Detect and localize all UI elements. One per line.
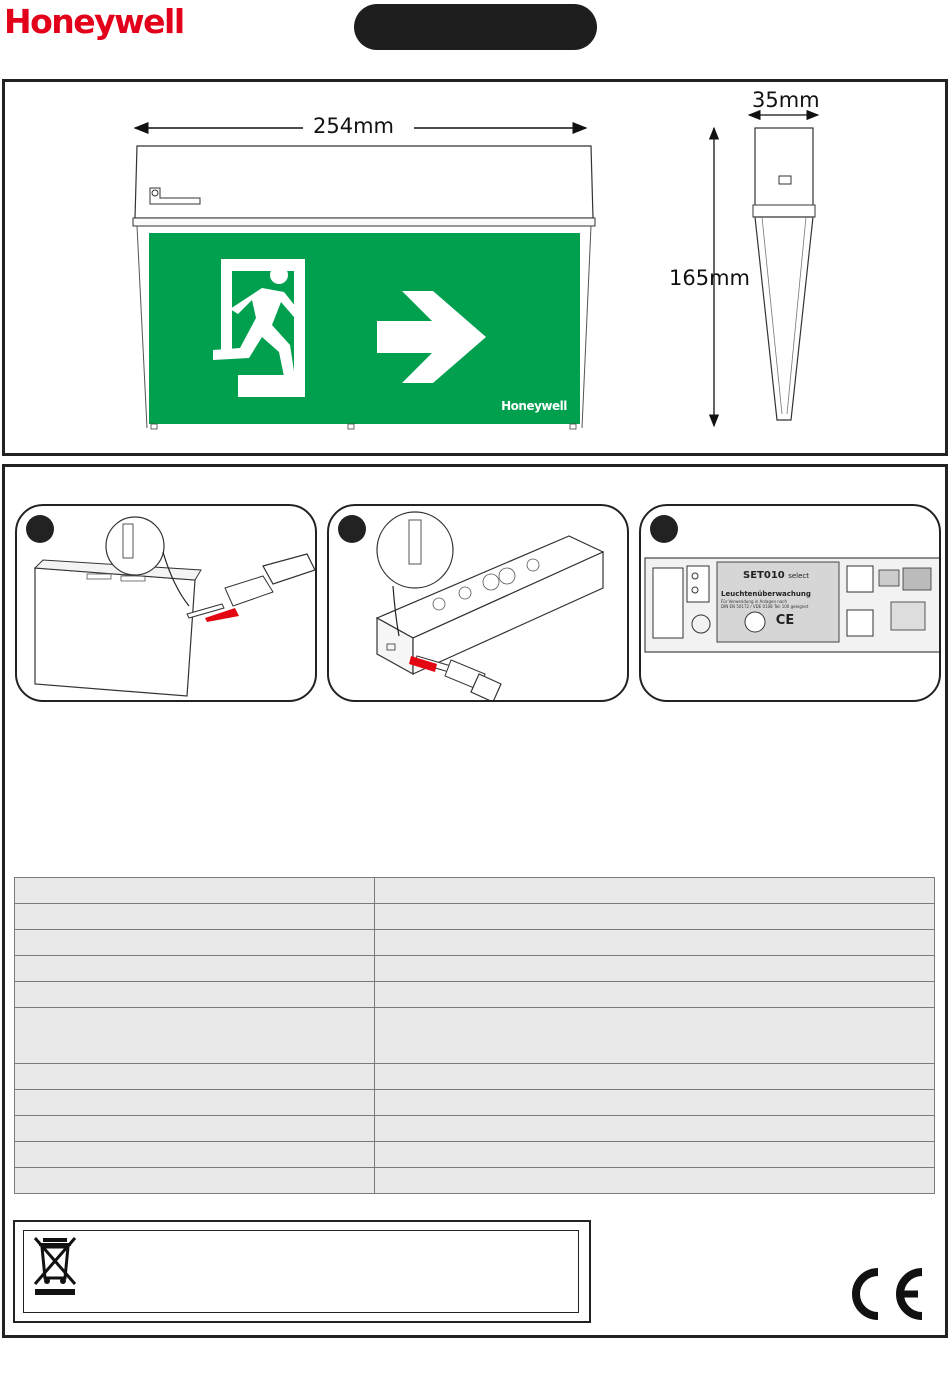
width-dimension-label: 254mm xyxy=(313,114,394,138)
brand-logo: Honeywell xyxy=(4,2,184,41)
spec-value-cell xyxy=(375,904,935,930)
spec-table-row xyxy=(15,1168,935,1194)
spec-value-cell xyxy=(375,1168,935,1194)
pcb-line-2: DIN EN 50172 / VDE 0108 Teil 100 geeignet xyxy=(721,604,809,609)
sign-brand: Honeywell xyxy=(501,399,567,413)
ce-mark-icon xyxy=(848,1266,928,1322)
spec-label-cell xyxy=(15,904,375,930)
step-panel-3 xyxy=(639,504,941,702)
spec-table-row xyxy=(15,1064,935,1090)
depth-dimension-label: 35mm xyxy=(752,88,820,112)
weee-notice-box xyxy=(13,1220,591,1323)
step-panel-1 xyxy=(15,504,317,702)
spec-value-cell xyxy=(375,956,935,982)
spec-label-cell xyxy=(15,982,375,1008)
spec-value-cell xyxy=(375,1008,935,1064)
spec-value-cell xyxy=(375,1090,935,1116)
screwdriver-release-latch-illustration xyxy=(329,506,629,702)
spec-label-cell xyxy=(15,1116,375,1142)
svg-text:CE: CE xyxy=(775,613,795,628)
spec-value-cell xyxy=(375,982,935,1008)
weee-notice-inner xyxy=(23,1230,579,1313)
sign-housing-side xyxy=(753,128,815,420)
specification-table xyxy=(14,877,935,1194)
spec-value-cell xyxy=(375,1064,935,1090)
pcb-title-label: Leuchtenüberwachung xyxy=(721,590,811,598)
pcb-line-1: Für Verwendung in Anlagen nach xyxy=(721,599,788,604)
spec-table-row xyxy=(15,930,935,956)
spec-table-row xyxy=(15,878,935,904)
spec-label-cell xyxy=(15,1064,375,1090)
spec-label-cell xyxy=(15,1168,375,1194)
spec-table-row xyxy=(15,956,935,982)
spec-label-cell xyxy=(15,878,375,904)
dimension-drawing xyxy=(0,0,950,460)
spec-label-cell xyxy=(15,1142,375,1168)
spec-label-cell xyxy=(15,1008,375,1064)
spec-table-row xyxy=(15,904,935,930)
spec-table-row xyxy=(15,1090,935,1116)
spec-table-row xyxy=(15,1116,935,1142)
spec-value-cell xyxy=(375,1142,935,1168)
spec-label-cell xyxy=(15,956,375,982)
pcb-model-label: SET010 select xyxy=(743,570,810,581)
height-dimension-label: 165mm xyxy=(669,266,750,290)
spec-value-cell xyxy=(375,1116,935,1142)
spec-value-cell xyxy=(375,930,935,956)
crossed-out-bin-icon xyxy=(31,1234,79,1296)
spec-label-cell xyxy=(15,930,375,956)
spec-table-row xyxy=(15,982,935,1008)
spec-value-cell xyxy=(375,878,935,904)
spec-table-row xyxy=(15,1008,935,1064)
spec-label-cell xyxy=(15,1090,375,1116)
spec-table-row xyxy=(15,1142,935,1168)
step-panel-2 xyxy=(327,504,629,702)
screwdriver-open-housing-illustration xyxy=(17,506,317,702)
